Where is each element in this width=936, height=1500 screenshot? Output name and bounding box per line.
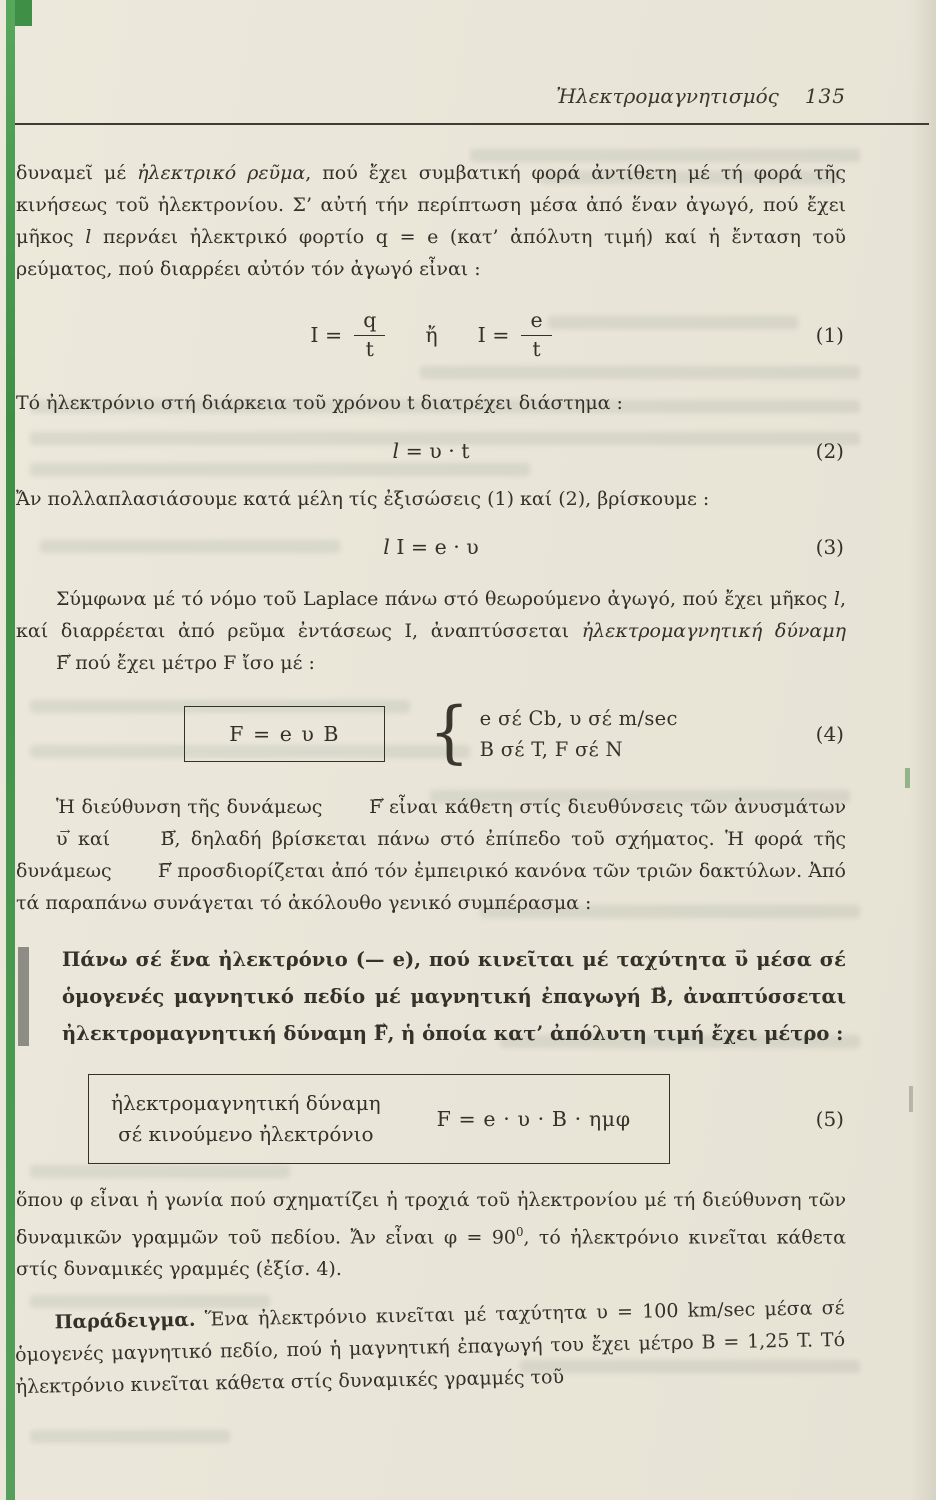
equation-body <box>383 535 479 559</box>
eq-rest: = υ · t <box>399 439 470 464</box>
equation-number: (3) <box>815 535 844 560</box>
text-run: Σύμφωνα μέ τό νόμο τοῦ Laplace πάνω στό θεωρούμενο ἀγωγό, πού ἔχει μῆκος <box>56 588 834 611</box>
symbol-length: l <box>833 588 840 611</box>
vector-B: B → <box>121 823 175 855</box>
text-run: μέσα σέ ὁμογενές μαγνητικό πεδίο μέ μαγνητική ἐπαγωγή <box>62 947 846 1008</box>
text-run: ὅπου φ εἶναι ἡ γωνία πού σχηματίζει ἡ τροχιά τοῦ ἠλεκτρονίου μέ τή διεύθυνση τῶν δυναμικῶν γραμμῶν τοῦ πεδίου. Ἄν εἶναι φ = 90 <box>16 1188 846 1249</box>
header-rule <box>8 123 929 125</box>
formula-label-line1: ἠλεκτρομαγνητική δύναμη <box>111 1090 381 1115</box>
text-run: εἶναι κάθετη στίς διευθύνσεις τῶν ἀνυσμάτων <box>382 795 847 818</box>
equation-body <box>310 309 551 361</box>
paragraph-intro <box>16 157 846 285</box>
vector-B: B → <box>650 978 666 1015</box>
vector-F: F → <box>118 855 171 887</box>
text-run: Πάνω σέ ἕνα ἠλεκτρόνιο (— e), πού κινεῖται μέ ταχύτητα <box>62 947 735 971</box>
left-brace: { <box>428 694 470 772</box>
paragraph-multiply <box>16 483 846 515</box>
vector-F: F → <box>329 791 382 823</box>
vector-u: υ → <box>16 823 68 855</box>
page-content <box>16 0 846 1397</box>
fraction-numerator: q <box>354 309 385 336</box>
unit-condition-1: e σέ Cb, υ σέ m/sec <box>479 706 678 730</box>
formula-label-line2: σέ κινούμενο ἠλεκτρόνιο <box>118 1121 374 1146</box>
text-run: , πού ἔχει συμβατική φορά ἀντίθετη μέ τή φορά τῆς κινήσεως τοῦ ἠλεκτρονίου. Σ’ αὐτή τήν περίπτωση μέσα ἀπό ἕναν ἀγωγό, πού ἔχει μῆκος <box>16 162 846 248</box>
text-run: , ἡ ὁποία κατ’ ἀπόλυτη τιμή ἔχει μέτρο : <box>387 1021 844 1045</box>
vector-F: F → <box>16 647 69 679</box>
text-run: Ἡ διεύθυνση τῆς δυνάμεως <box>56 795 330 818</box>
equation-force-moving-electron <box>16 1074 846 1164</box>
text-run: καί <box>67 827 121 850</box>
text-run: Ἄν πολλαπλασιάσουμε κατά μέλη τίς ἐξισώσεις (1) καί (2), βρίσκουμε : <box>16 488 710 511</box>
vector-F: F → <box>374 1015 388 1052</box>
eq-lhs: I = <box>477 323 510 348</box>
corner-mark <box>15 0 32 26</box>
paragraph-laplace <box>16 583 846 679</box>
fraction-q-over-t <box>354 309 385 361</box>
formula-box: F = e υ B <box>184 706 385 762</box>
example-label: Παράδειγμα. <box>54 1308 196 1334</box>
symbol-length: l <box>392 439 400 464</box>
fraction-numerator: e <box>521 309 551 336</box>
equation-number: (2) <box>815 439 844 464</box>
paragraph-distance <box>16 387 846 419</box>
text-run: , δηλαδή βρίσκεται πάνω στό ἐπίπεδο τοῦ σχήματος. Ἡ φορά τῆς δυνάμεως <box>16 827 847 882</box>
running-header <box>16 0 846 108</box>
text-run: περνάει ἠλεκτρικό φορτίο q = e (κατ’ ἀπόλυτη τιμή) καί ἡ ἔνταση τοῦ ρεύματος, πού διαρρέει αὐτόν τόν ἀγωγό εἶναι : <box>16 226 846 280</box>
text-run: Ἕνα ἠλεκτρόνιο κινεῖται μέ ταχύτητα υ = 100 km/sec μέσα σέ ὁμογενές μαγνητικό πεδίο, πού ἡ μαγνητική ἐπαγωγή του ἔχει μέτρο B = 1,25 T. Τό ἠλεκτρόνιο κινεῖται κάθετα στίς δυναμικές γραμμές τοῦ <box>14 1296 846 1399</box>
eq-rest: I = e · υ <box>389 535 479 560</box>
unit-condition-2: B σέ T, F σέ N <box>479 737 623 761</box>
symbol-length: l <box>383 535 390 560</box>
paragraph-angle <box>16 1184 846 1285</box>
equation-current <box>16 309 846 361</box>
text-run: , τό ἠλεκτρόνιο κινεῖται κάθετα στίς δυναμικές γραμμές (ἐξίσ. 4). <box>16 1226 847 1281</box>
paragraph-example <box>14 1292 846 1403</box>
bleedthrough-smudge <box>30 1430 230 1443</box>
formula-box <box>88 1074 670 1164</box>
text-run-italic: ἠλεκτρικό ρεῦμα <box>137 162 306 184</box>
fraction-denominator: t <box>532 336 541 361</box>
page-number: 135 <box>804 84 846 108</box>
conclusion-block <box>16 941 846 1052</box>
equation-body <box>392 439 469 463</box>
equation-number: (1) <box>815 323 844 348</box>
vector-u: υ → <box>735 941 749 978</box>
text-run: , ἀναπτύσσεται ἠλεκτρομαγνητική δύναμη <box>62 984 846 1045</box>
symbol-length: l <box>85 226 92 248</box>
edge-mark <box>909 1086 913 1112</box>
equation-force <box>16 694 846 772</box>
superscript-zero: 0 <box>516 1224 524 1239</box>
equation-product <box>16 535 846 559</box>
unit-conditions <box>480 707 678 762</box>
eq-lhs: I = <box>310 323 343 348</box>
formula-label <box>111 1088 381 1150</box>
chapter-title: Ἠλεκτρομαγνητισμός <box>556 84 779 108</box>
text-run: Τό ἠλεκτρόνιο στή διάρκεια τοῦ χρόνου t διατρέχει διάστημα : <box>16 392 623 415</box>
paragraph-direction <box>16 791 846 919</box>
equation-number: (4) <box>815 721 844 746</box>
margin-bar <box>18 947 29 1046</box>
equation-distance <box>16 439 846 463</box>
text-run: προσδιορίζεται ἀπό τόν ἐμπειρικό κανόνα τῶν τριῶν δακτύλων. Ἀπό τά παραπάνω συνάγεται τό ἀκόλουθο γενικό συμπέρασμα : <box>16 859 846 914</box>
equation-number: (5) <box>815 1106 844 1131</box>
binding-edge-strip <box>6 0 15 1500</box>
text-run-italic: ἠλεκτρομαγνητική δύναμη <box>581 620 846 643</box>
text-run: πού ἔχει μέτρο F ἴσο μέ : <box>69 652 315 675</box>
text-run: , καί διαρρέεται ἀπό ρεῦμα ἐντάσεως I, ἀναπτύσσεται <box>16 588 846 643</box>
text-run: δυναμεῖ μέ <box>16 162 138 184</box>
edge-mark <box>905 768 910 788</box>
fraction-denominator: t <box>365 336 374 361</box>
formula-expression: F = e · υ · B · ημφ <box>436 1106 631 1131</box>
fraction-e-over-t <box>521 309 551 361</box>
eq-connector: ἤ <box>425 323 438 348</box>
